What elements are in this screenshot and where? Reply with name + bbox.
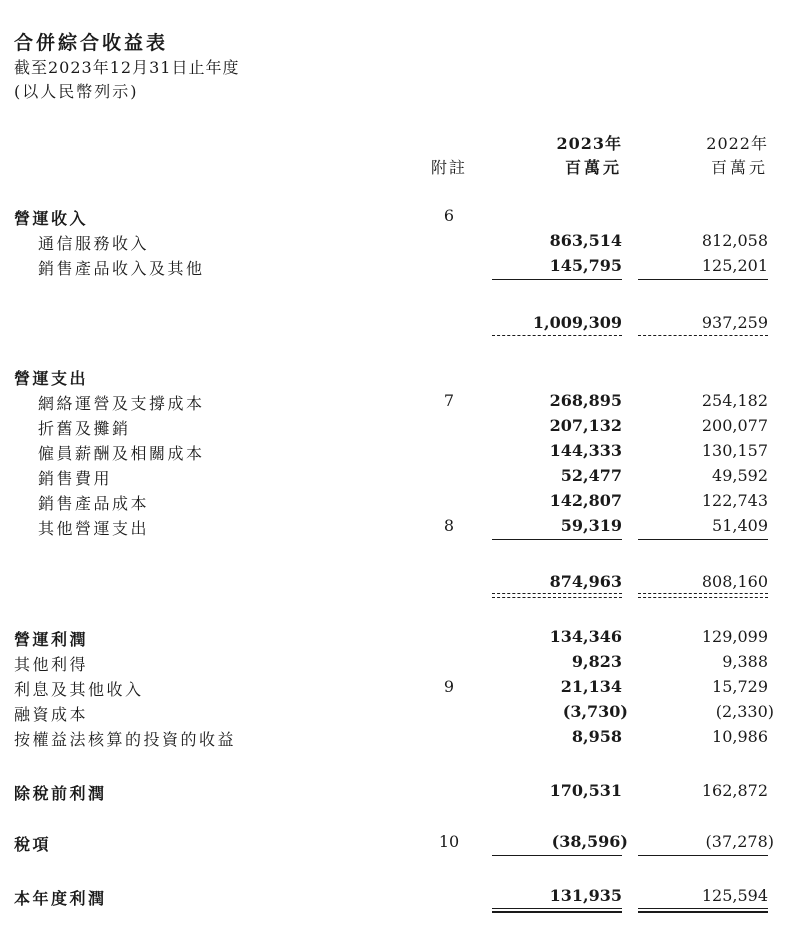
row-label: 其他營運支出 [38,519,150,538]
value-2022: (2,330) [715,702,774,721]
subtotal-rule [492,855,622,856]
subtotal-rule [492,279,622,280]
row-label: 本年度利潤 [14,889,107,908]
column-header-2023: 2023年 [556,134,622,153]
value-2023: 170,531 [549,781,622,800]
row-label: 其他利得 [14,655,89,674]
value-2022: 129,099 [701,627,768,646]
total-row [0,313,794,335]
note-ref: 8 [443,516,455,535]
table-row [0,727,794,749]
dashed-rule [492,335,622,336]
value-2023: 207,132 [549,416,622,435]
double-rule [638,911,768,913]
value-2022: 812,058 [701,231,768,250]
dashed-rule [638,597,768,598]
row-label: 銷售費用 [38,469,113,488]
value-2022: 10,986 [712,727,768,746]
table-row [0,702,794,724]
total-2023: 1,009,309 [532,313,622,332]
subtotal-rule [638,279,768,280]
column-header-2022: 2022年 [706,134,768,153]
table-row [0,652,794,674]
double-rule [492,908,622,909]
dashed-rule [638,335,768,336]
value-2023: 59,319 [560,516,622,535]
row-label: 稅項 [14,835,52,854]
value-2023: 145,795 [549,256,622,275]
table-row [0,441,794,463]
section-operating-expenses [0,366,794,388]
value-2022: 254,182 [701,391,768,410]
note-ref: 10 [438,832,460,851]
statement-title: 合併綜合收益表 [14,32,169,54]
subtotal-rule [638,855,768,856]
row-label: 僱員薪酬及相關成本 [38,444,205,463]
row-label: 銷售產品收入及其他 [38,259,205,278]
value-2022: 122,743 [701,491,768,510]
table-row [0,391,794,413]
value-2022: 15,729 [712,677,768,696]
tax-row [0,832,794,854]
row-label: 折舊及攤銷 [38,419,131,438]
table-row [0,627,794,649]
note-ref: 9 [443,677,455,696]
column-unit-2023: 百萬元 [564,158,622,177]
double-rule [638,908,768,909]
dashed-rule [492,593,622,594]
value-2023: 144,333 [549,441,622,460]
value-2022: 200,077 [701,416,768,435]
row-label: 通信服務收入 [38,234,150,253]
row-label: 除稅前利潤 [14,784,107,803]
note-ref: 6 [443,206,455,225]
table-row [0,416,794,438]
value-2023: 134,346 [549,627,622,646]
dashed-rule [638,593,768,594]
table-row [0,677,794,699]
section-label: 營運支出 [14,369,89,388]
value-2023: 131,935 [549,886,622,905]
value-2023: 8,958 [571,727,622,746]
table-row [0,466,794,488]
total-2022: 937,259 [701,313,768,332]
value-2023: (3,730) [562,702,628,721]
table-row [0,491,794,513]
period-subtitle: 截至2023年12月31日止年度 [14,58,240,77]
subtotal-rule [638,539,768,540]
value-2022: 130,157 [701,441,768,460]
value-2022: 49,592 [712,466,768,485]
column-header-note: 附註 [430,158,467,177]
row-label: 銷售產品成本 [38,494,150,513]
value-2022: 125,201 [701,256,768,275]
double-rule [492,911,622,913]
subtotal-rule [492,539,622,540]
value-2023: 863,514 [549,231,622,250]
profit-before-tax-row [0,781,794,803]
value-2023: 142,807 [549,491,622,510]
currency-note: (以人民幣列示) [14,82,139,101]
row-label: 營運利潤 [14,630,89,649]
value-2022: 125,594 [701,886,768,905]
row-label: 按權益法核算的投資的收益 [14,730,237,749]
dashed-rule [492,597,622,598]
table-row [0,516,794,538]
note-ref: 7 [443,391,455,410]
table-row [0,231,794,253]
row-label: 網絡運營及支撐成本 [38,394,205,413]
column-unit-2022: 百萬元 [710,158,768,177]
value-2023: 268,895 [549,391,622,410]
value-2023: 9,823 [571,652,622,671]
value-2022: 9,388 [722,652,768,671]
value-2023: 52,477 [560,466,622,485]
total-row [0,572,794,594]
value-2023: (38,596) [551,832,628,851]
profit-for-year-row [0,886,794,908]
value-2022: 51,409 [712,516,768,535]
total-2022: 808,160 [701,572,768,591]
section-operating-revenue [0,206,794,228]
row-label: 利息及其他收入 [14,680,144,699]
row-label: 融資成本 [14,705,89,724]
value-2022: 162,872 [701,781,768,800]
value-2022: (37,278) [705,832,774,851]
table-row [0,256,794,278]
total-2023: 874,963 [549,572,622,591]
section-label: 營運收入 [14,209,89,228]
value-2023: 21,134 [560,677,622,696]
